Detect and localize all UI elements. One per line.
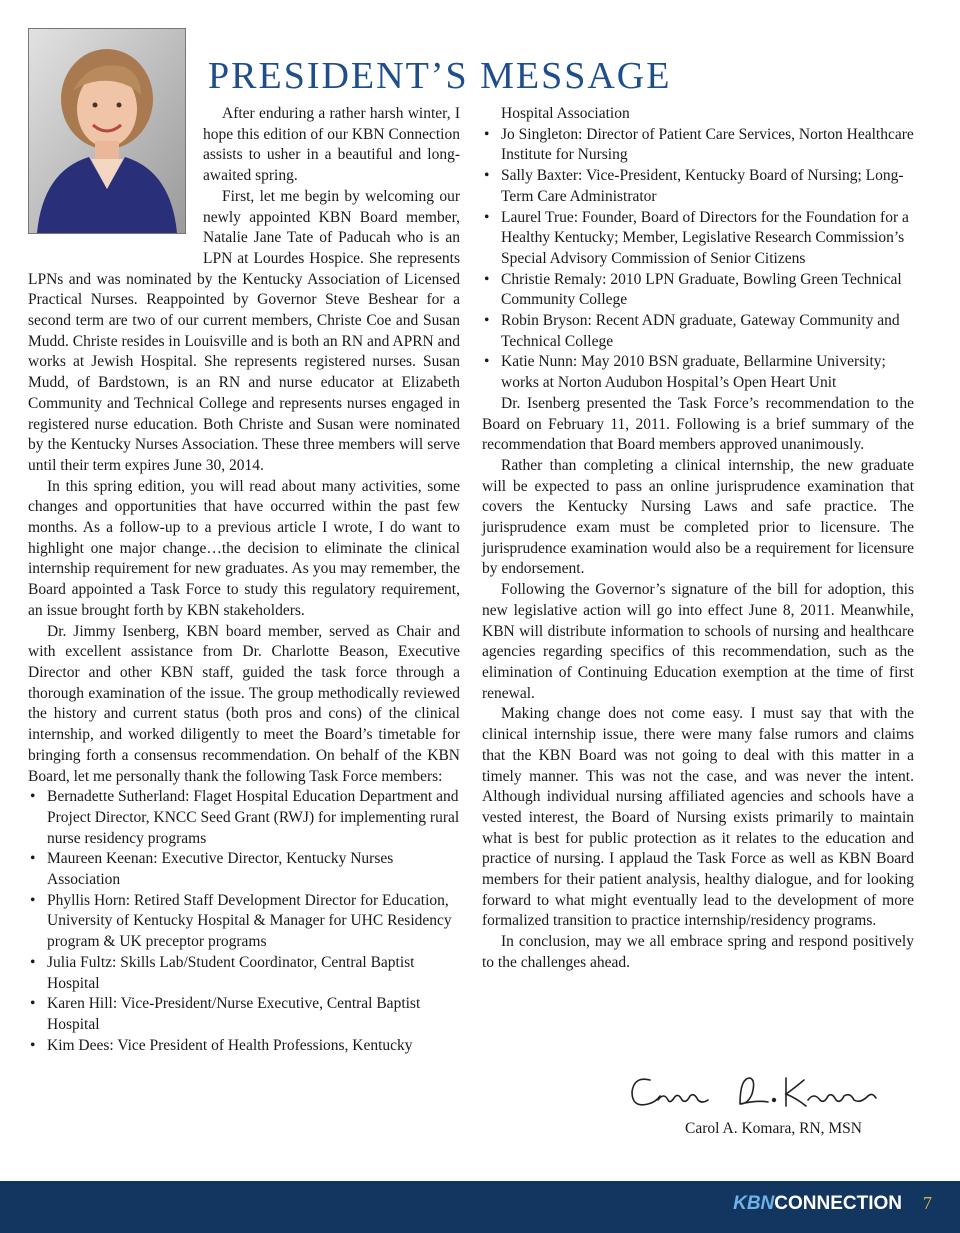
paragraph-recommendation: Dr. Isenberg presented the Task Force’s recommendation to the Board on February 11, 2011. Following is a brief summary of the recommendation that Board members approved unanimously. <box>482 394 914 454</box>
list-item: • Katie Nunn: May 2010 BSN graduate, Bellarmine University; works at Norton Audubon Hospital’s Open Heart Unit <box>482 352 914 393</box>
page-title: PRESIDENT’S MESSAGE <box>208 55 672 97</box>
list-item-continuation: Hospital Association <box>501 105 630 122</box>
list-item: • Phyllis Horn: Retired Staff Development Director for Education, University of Kentucky Hospital & Manager for UHC Residency program & UK preceptor programs <box>28 891 460 953</box>
signature-name: Carol A. Komara, RN, MSN <box>685 1120 862 1137</box>
paragraph-legislative-action: Following the Governor’s signature of the bill for adoption, this new legislative action will go into effect June 8, 2011. Meanwhile, KBN will distribute information to schools of nursing and healthcare agencies regarding specifics of this recommendation, such as the elimination of Continuing Education exemption at the time of first renewal. <box>482 581 914 702</box>
logo-kbn: KBN <box>733 1193 775 1214</box>
list-item: • Kim Dees: Vice President of Health Professions, Kentucky <box>28 1036 460 1057</box>
list-item: • Robin Bryson: Recent ADN graduate, Gateway Community and Technical College <box>482 311 914 352</box>
list-item: • Karen Hill: Vice-President/Nurse Executive, Central Baptist Hospital <box>28 994 460 1035</box>
task-force-list-right <box>482 104 914 394</box>
paragraph-conclusion: In conclusion, may we all embrace spring and respond positively to the challenges ahead. <box>482 933 914 971</box>
paragraph-intro: After enduring a rather harsh winter, I hope this edition of our KBN Connection assists to usher in a beautiful and long-awaited spring. <box>203 105 460 185</box>
list-item: • Bernadette Sutherland: Flaget Hospital Education Department and Project Director, KNCC Seed Grant (RWJ) for implementing rural nurse residency programs <box>28 787 460 849</box>
list-item: • Christie Remaly: 2010 LPN Graduate, Bowling Green Technical Community College <box>482 270 914 311</box>
logo-connection: CONNECTION <box>774 1193 902 1214</box>
paragraph-jurisprudence: Rather than completing a clinical internship, the new graduate will be expected to pass an online jurisprudence examination that covers the Kentucky Nursing Laws and safe practice. The jurisprudence exam must be completed prior to licensure. The jurisprudence examination would also be a requirement for licensure by endorsement. <box>482 456 914 578</box>
paragraph-task-force: Dr. Jimmy Isenberg, KBN board member, served as Chair and with excellent assistance from Dr. Charlotte Beason, Executive Director and other KBN staff, guided the task force through a thorough examination of the issue. The group methodically reviewed the history and current status (both pros and cons) of the clinical internship, and worked diligently to meet the Board’s timetable for bringing forth a consensus recommendation. On behalf of the KBN Board, let me personally thank the following Task Force members: <box>28 622 460 785</box>
paragraph-making-change: Making change does not come easy. I must say that with the clinical internship issue, there were many false rumors and claims that the KBN Board was not going to deal with this matter in a timely manner. This was not the case, and was never the intent. Although individual nursing affiliated agencies and schools have a vested interest, the Board of Nursing exists primarily to maintain what is best for public protection as it relates to the education and practice of nursing. I applaud the Task Force as well as KBN Board members for their patient analysis, healthy dialogue, and for looking forward to what might eventually lead to the development of more formalized transition to practice internship/residency programs. <box>482 705 914 930</box>
list-item: • Laurel True: Founder, Board of Directors for the Foundation for a Healthy Kentucky; Member, Legislative Research Commission’s Special Advisory Commission of Senior Citizens <box>482 208 914 270</box>
handwritten-signature <box>628 1070 880 1114</box>
publication-logo <box>733 1193 902 1215</box>
list-item: • Sally Baxter: Vice-President, Kentucky Board of Nursing; Long-Term Care Administrator <box>482 166 914 207</box>
paragraph-board-members: First, let me begin by welcoming our newly appointed KBN Board member, Natalie Jane Tate of Paducah who is an LPN at Lourdes Hospice. She represents LPNs and was nominated by the Kentucky Association of Licensed Practical Nurses. Reappointed by Governor Steve Beshear for a second term are two of our current members, Christe Coe and Susan Mudd. Christe resides in Louisville and is both an RN and APRN and works at Jewish Hospital. She represents registered nurses. Susan Mudd, of Bardstown, is an RN and nurse educator at Elizabeth Community and Technical College and represents nurses engaged in registered nurse education. Both Christe and Susan were nominated by the Kentucky Nurses Association. These three members will serve until their term expires June 30, 2014. <box>28 187 460 474</box>
footer-bar <box>0 1181 960 1233</box>
page-number: 7 <box>923 1193 932 1213</box>
right-column <box>482 104 914 974</box>
list-item: • Maureen Keenan: Executive Director, Kentucky Nurses Association <box>28 849 460 890</box>
task-force-list-left <box>28 787 460 1056</box>
list-item: • Jo Singleton: Director of Patient Care Services, Norton Healthcare Institute for Nursing <box>482 125 914 166</box>
left-column <box>28 104 460 1056</box>
paragraph-spring-edition: In this spring edition, you will read about many activities, some changes and opportunities that have occurred within the past few months. As a follow-up to a previous article I wrote, I do want to highlight one major change…the decision to eliminate the clinical internship requirement for new graduates. As you may remember, the Board appointed a Task Force to study this regulatory requirement, an issue brought forth by KBN stakeholders. <box>28 477 460 619</box>
list-item: • Julia Fultz: Skills Lab/Student Coordinator, Central Baptist Hospital <box>28 953 460 994</box>
portrait-spacer <box>28 104 203 250</box>
